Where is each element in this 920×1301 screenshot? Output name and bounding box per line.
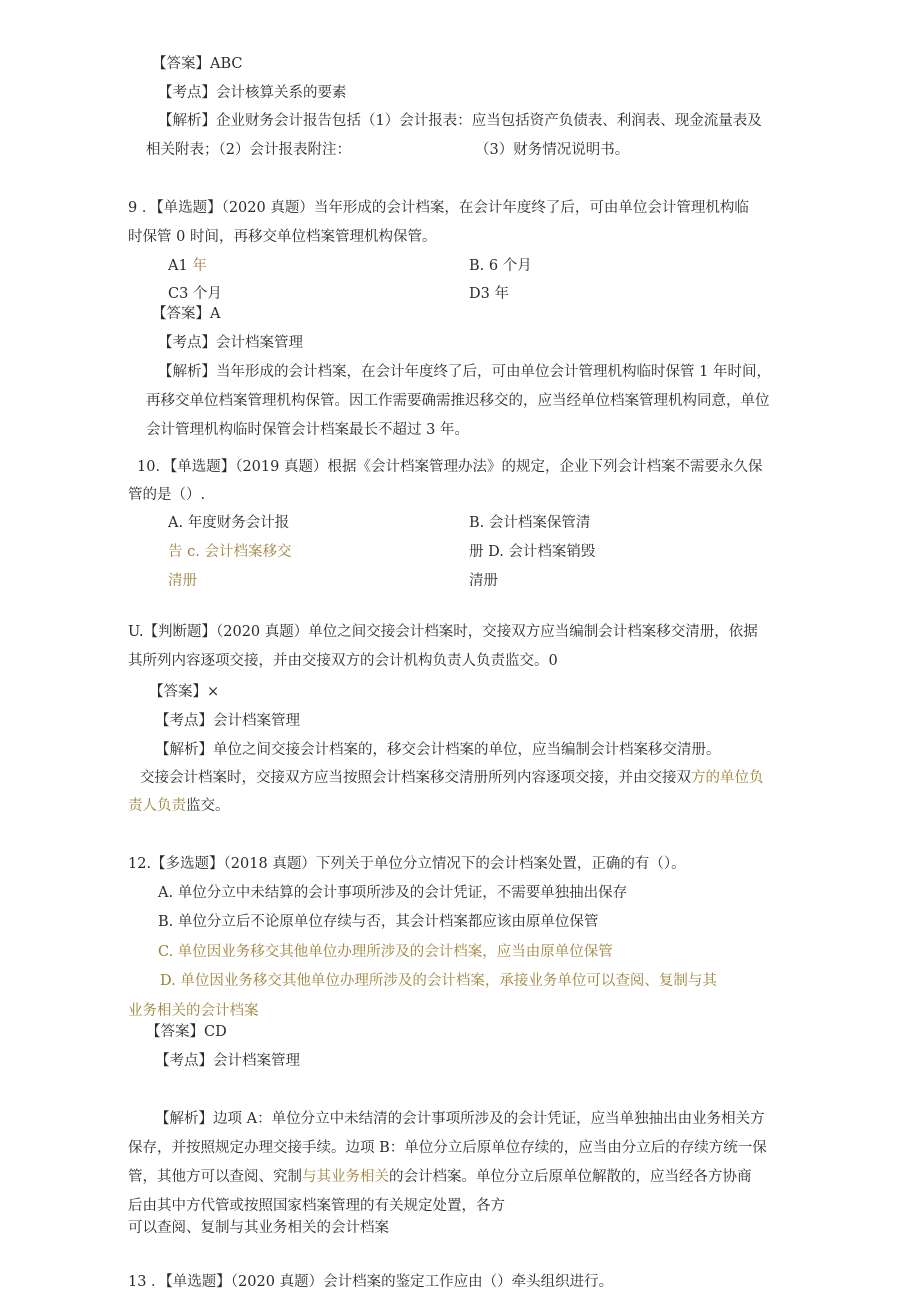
q9-analysis-line-3: 会计管理机构临时保管会计档案最长不超过 3 年。 <box>146 422 469 438</box>
q9-answer: 【答案】A <box>152 306 221 322</box>
q11-analysis-line-2a: 交接会计档案时，交接双方应当按照会计档案移交清册所列内容逐项交接，并由交接双 <box>140 770 691 786</box>
q12-analysis-line-2: 保存，并按照规定办理交接手续。边项 B：单位分立后原单位存续的，应当由分立后的存续方统一保 <box>128 1140 767 1156</box>
q12-option-b: B. 单位分立后不论原单位存续与否，其会计档案都应该由原单位保管 <box>158 914 599 930</box>
q12-analysis-line-1: 【解析】边项 A：单位分立中未结清的会计事项所涉及的会计凭证，应当单独抽出由业务相关方 <box>155 1111 765 1127</box>
q12-analysis-line-3a: 管，其他方可以查阅、究制 <box>128 1169 302 1185</box>
q9-analysis-line-2: 再移交单位档案管理机构保管。因工作需要确需推迟移交的，应当经单位档案管理机构同意，单位 <box>146 393 770 409</box>
q12-option-a: A. 单位分立中未结算的会计事项所涉及的会计凭证，不需要单独抽出保存 <box>158 885 628 901</box>
q12-analysis-line-5: 可以查阅、复制与其业务相关的会计档案 <box>128 1220 389 1236</box>
q10-option-a: A. 年度财务会计报 <box>168 515 290 531</box>
q12-option-c: C. 单位因业务移交其他单位办理所涉及的会计档案，应当由原单位保管 <box>158 944 613 960</box>
q10-option-d: 册 D. 会计档案销毁 <box>469 544 596 560</box>
q12-option-d-line-1: D. 单位因业务移交其他单位办理所涉及的会计档案，承接业务单位可以查阅、复制与其 <box>160 973 717 989</box>
q8-analysis-line-2b: （3）财务情况说明书。 <box>475 142 630 158</box>
q12-stem: 12.【多选题】（2018 真题）下列关于单位分立情况下的会计档案处置，正确的有（）。 <box>128 856 686 872</box>
q9-stem-line-1: 9 ．【单选题】（2020 真题）当年形成的会计档案，在会计年度终了后，可由单位会计管理机构临 <box>128 200 749 216</box>
q8-analysis-line-2a: 相关附表；（2）会计报表附注： <box>146 142 351 158</box>
q10-stem-line-1: 10．【单选题】（2019 真题）根据《会计档案管理办法》的规定，企业下列会计档案不需要永久保 <box>137 459 763 475</box>
q10-option-c-tail: 清册 <box>168 573 197 589</box>
q12-point: 【考点】会计档案管理 <box>155 1053 300 1069</box>
q9-option-d: D3 年 <box>469 286 509 302</box>
q12-analysis-line-3 <box>128 1168 752 1186</box>
q10-stem-line-2: 管的是（）. <box>128 487 206 503</box>
q9-point: 【考点】会计档案管理 <box>158 335 303 351</box>
q12-analysis-line-4: 后由其中方代管或按照国家档案管理的有关规定处置，各方 <box>128 1198 505 1214</box>
q11-analysis-line-2b: 方的单位负 <box>691 770 764 786</box>
q11-stem-line-1: U.【判断题】（2020 真题）单位之间交接会计档案时，交接双方应当编制会计档案移交清册，依据 <box>128 624 758 640</box>
q12-analysis-line-3b: 与其业务相关 <box>302 1169 389 1185</box>
q12-analysis-line-3c: 的会计档案。单位分立后原单位解散的，应当经各方协商 <box>389 1169 752 1185</box>
q8-answer: 【答案】ABC <box>152 56 243 72</box>
q11-answer: 【答案】× <box>149 684 220 700</box>
q11-analysis-line-3a: 责人负责 <box>128 798 186 814</box>
q11-analysis-line-3b: 监交。 <box>186 798 230 814</box>
q9-stem-line-2: 时保管 0 时间，再移交单位档案管理机构保管。 <box>128 229 437 245</box>
q10-option-c: 告 c. 会计档案移交 <box>168 544 292 560</box>
q11-point: 【考点】会计档案管理 <box>155 713 300 729</box>
q12-option-d-line-2: 业务相关的会计档案 <box>128 1003 259 1019</box>
q11-analysis-line-2 <box>140 769 764 787</box>
q9-analysis-line-1: 【解析】当年形成的会计档案，在会计年度终了后，可由单位会计管理机构临时保管 1 年时间， <box>158 364 771 380</box>
q13-stem: 13 ．【单选题】（2020 真题）会计档案的鉴定工作应由（）牵头组织进行。 <box>128 1274 614 1290</box>
q9-option-a-suffix: 年 <box>192 258 207 274</box>
q8-point: 【考点】会计核算关系的要素 <box>158 85 347 101</box>
q10-option-b: B. 会计档案保管清 <box>469 515 591 531</box>
q9-option-b: B. 6 个月 <box>469 258 532 274</box>
q9-option-c: C3 个月 <box>168 286 222 302</box>
q9-option-a <box>168 257 207 275</box>
q11-stem-line-2: 其所列内容逐项交接，并由交接双方的会计机构负责人负责监交。0 <box>128 653 558 669</box>
q8-analysis-line-1: 【解析】企业财务会计报告包括（1）会计报表：应当包括资产负债表、利润表、现金流量表及 <box>158 113 762 129</box>
q11-analysis-line-1: 【解析】单位之间交接会计档案的，移交会计档案的单位，应当编制会计档案移交清册。 <box>155 742 721 758</box>
q10-option-d-tail: 清册 <box>469 573 498 589</box>
q12-answer: 【答案】CD <box>146 1024 227 1040</box>
q9-option-a-prefix: A1 <box>168 258 188 274</box>
q11-analysis-line-3 <box>128 797 230 815</box>
